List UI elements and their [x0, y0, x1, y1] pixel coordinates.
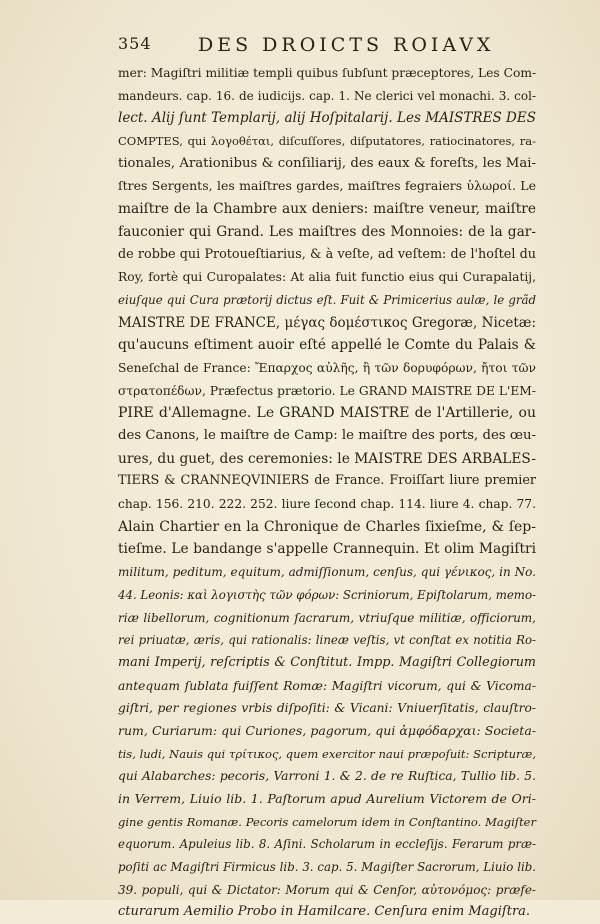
text-line: mer: Magiſtri militiæ templi quibus ſubſunt præceptores, Les Com-: [118, 66, 537, 80]
text-line: qu'aucuns eſtiment auoir eſté appellé le Comte du Palais &: [118, 337, 536, 354]
text-line: gine gentis Romanæ. Pecoris camelorum idem in Conſtantino. Magiſter: [118, 814, 536, 829]
text-line: mani Imperij, reſcriptis & Conſtitut. Impp. Magiſtri Collegiorum: [118, 654, 536, 670]
text-line: fauconier qui Grand. Les maiſtres des Monnoies: de la gar-: [118, 223, 536, 240]
text-line: στρατοπέδων, Præfectus prætorio. Le GRAND MAISTRE DE L'EM-: [118, 383, 536, 398]
text-line: Roy, fortè qui Curopalates: At alia fuit functio eius qui Curapalatij,: [118, 270, 536, 285]
text-line: 39. populi, qui & Dictator: Morum qui & Cenſor, αὐτονόμος: præfe-: [118, 882, 536, 897]
text-line: TIERS & CRANNEQVINIERS de France. Froiſſart liure premier: [118, 473, 536, 489]
text-line: MAISTRE DE FRANCE, μέγας δομέστικος Gregoræ, Nicetæ:: [118, 314, 536, 331]
text-line: ures, du guet, des ceremonies: le MAISTRE DES ARBALES-: [118, 450, 536, 467]
text-line: rei priuatæ, æris, qui rationalis: lineæ veſtis, vt conſtat ex notitia Ro-: [118, 633, 536, 648]
text-line: rum, Curiarum: qui Curiones, pagorum, qui ἀμφόδαρχαι: Societa-: [118, 722, 536, 738]
text-line: maiſtre de la Chambre aux deniers: maiſtre veneur, maiſtre: [118, 201, 536, 218]
page-header: [118, 34, 518, 60]
text-line: chap. 156. 210. 222. 252. liure ſecond chap. 114. liure 4. chap. 77.: [118, 497, 536, 512]
text-line: giſtri, per regiones vrbis diſpoſiti: & Vicani: Vniuerſitatis, clauſtro-: [118, 701, 536, 716]
text-line: lect. Alij ſunt Templarij, alij Hoſpitalarij. Les MAISTRES DES: [118, 110, 536, 127]
text-line: 44. Leonis: καὶ λογιστὴς τῶν φόρων: Scriniorum, Epiſtolarum, memo-: [118, 587, 536, 602]
text-line: PIRE d'Allemagne. Le GRAND MAISTRE de l'Artillerie, ou: [118, 405, 536, 422]
text-line: ſtres Sergents, les maiſtres gardes, maiſtres fegraiers ὑλωροί. Le: [118, 178, 536, 194]
text-line: antequam ſublata fuiſſent Romæ: Magiſtri vicorum, qui & Vicoma-: [118, 678, 536, 693]
text-line: tis, ludi, Nauis qui τρίτικος, quem exercitor naui præpoſuit: Scripturæ,: [118, 746, 536, 761]
text-line: qui Alabarches: pecoris, Varroni 1. & 2. de re Ruſtica, Tullio lib. 5.: [118, 769, 536, 784]
text-line: poſiti ac Magiſtri Firmicus lib. 3. cap. 5. Magiſter Sacrorum, Liuio lib.: [118, 860, 536, 875]
text-line: Alain Chartier en la Chronique de Charles ſixieſme, & ſep-: [118, 518, 536, 535]
text-line: tionales, Arationibus & conſiliarij, des eaux & foreſts, les Mai-: [118, 155, 536, 171]
text-line: equorum. Apuleius lib. 8. Aſini. Scholarum in eccleſijs. Ferarum præ-: [118, 837, 536, 852]
running-title: DES DROICTS ROIAVX: [198, 34, 495, 56]
text-line: militum, peditum, equitum, admiſſionum, cenſus, qui γένικος, in No.: [118, 565, 536, 580]
text-line: Seneſchal de France: Ἔπαρχος αὐλῆς, ἢ τῶν δορυφόρων, ἤτοι τῶν: [118, 360, 536, 375]
text-line: in Verrem, Liuio lib. 1. Paſtorum apud Aurelium Victorem de Ori-: [118, 791, 536, 806]
body-text: [118, 62, 537, 920]
page-number: 354: [118, 34, 152, 53]
text-line: COMPTES, qui λογοθέται, diſcuſſores, diſputatores, ratiocinatores, ra-: [118, 134, 536, 149]
text-line: mandeurs. cap. 16. de iudicijs. cap. 1. Ne clerici vel monachi. 3. col-: [118, 88, 536, 103]
text-line: eiuſque qui Cura prætorij dictus eſt. Fuit & Primicerius aulæ, le grãd: [118, 292, 536, 307]
text-line: des Canons, le maiſtre de Camp: le maiſtre des ports, des œu-: [118, 428, 536, 443]
text-line: tieſme. Le bandange s'appelle Crannequin. Et olim Magiſtri: [118, 541, 536, 558]
text-line: de robbe qui Protoueſtiarius, & à veſte, ad veſtem: de l'hoſtel du: [118, 246, 536, 262]
text-line: cturarum Aemilio Probo in Hamilcare. Cenſura enim Magiſtra.: [118, 904, 531, 920]
text-line: riæ libellorum, cognitionum ſacrarum, vtriuſque militiæ, officiorum,: [118, 610, 536, 625]
